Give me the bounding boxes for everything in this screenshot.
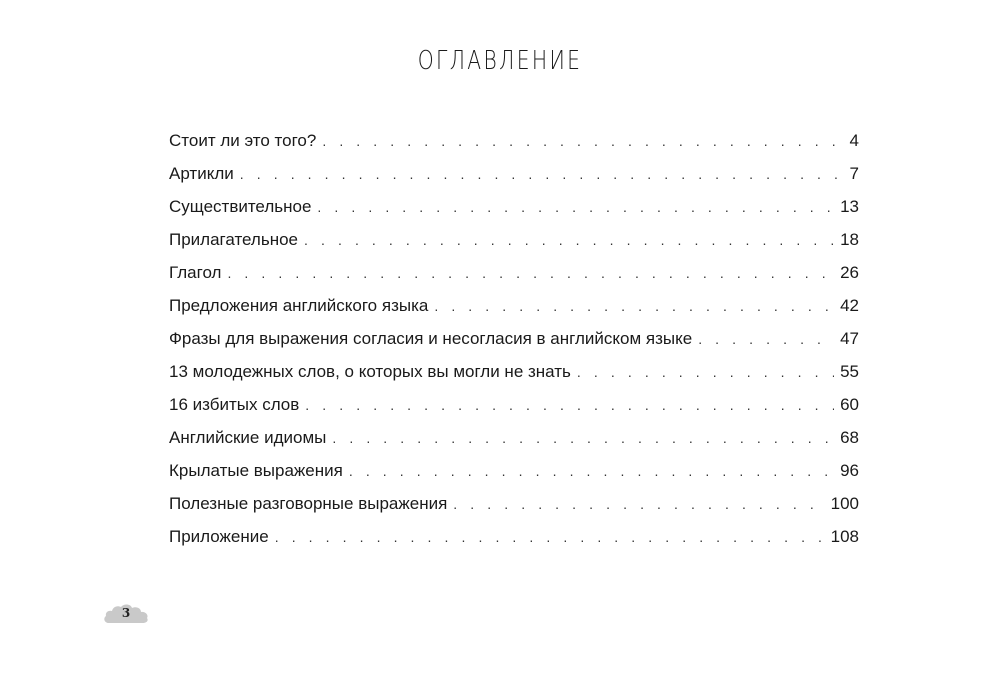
toc-leader-dots: [240, 158, 844, 191]
toc-entry-label: Существительное: [169, 197, 312, 216]
toc-entry-page: 100: [830, 494, 859, 513]
toc-leader-dots: [275, 521, 825, 554]
toc-entry[interactable]: [169, 157, 859, 190]
toc-entry-page: 18: [840, 230, 859, 249]
toc-leader-dots: [332, 422, 834, 455]
toc-entry-page: 60: [840, 395, 859, 414]
toc-entry[interactable]: [169, 487, 859, 520]
toc-entry-label: Крылатые выражения: [169, 461, 343, 480]
toc-entry-label: Глагол: [169, 263, 222, 282]
toc-entry-label: Прилагательное: [169, 230, 299, 249]
toc-entry-label: Английские идиомы: [169, 428, 327, 447]
toc-entry-page: 26: [840, 263, 859, 282]
toc-leader-dots: [434, 290, 834, 323]
toc-leader-dots: [227, 257, 834, 290]
toc-leader-dots: [349, 455, 834, 488]
toc-entry[interactable]: [169, 388, 859, 421]
toc-entry-page: 4: [849, 131, 859, 150]
toc-leader-dots: [453, 488, 824, 521]
toc-entry[interactable]: [169, 256, 859, 289]
toc-entry-page: 13: [840, 197, 859, 216]
toc-entry-page: 42: [840, 296, 859, 315]
toc-entry-label: Предложения английского языка: [169, 296, 429, 315]
toc-entry[interactable]: [169, 322, 859, 355]
toc-entry-page: 96: [840, 461, 859, 480]
toc-entry-label: Полезные разговорные выражения: [169, 494, 448, 513]
toc-entry[interactable]: [169, 454, 859, 487]
page-number-badge: [103, 603, 149, 625]
toc-entry-page: 55: [840, 362, 859, 381]
table-of-contents: [169, 124, 859, 553]
toc-entry[interactable]: [169, 289, 859, 322]
toc-entry[interactable]: [169, 421, 859, 454]
toc-leader-dots: [304, 224, 834, 257]
toc-entry[interactable]: [169, 124, 859, 157]
toc-entry-page: 47: [840, 329, 859, 348]
toc-entry-page: 7: [849, 164, 859, 183]
toc-entry-page: 108: [830, 527, 859, 546]
toc-entry-label: Фразы для выражения согласия и несогласия в английском языке: [169, 329, 693, 348]
page-number: 3: [121, 606, 131, 620]
toc-leader-dots: [305, 389, 834, 422]
toc-entry-label: Стоит ли это того?: [169, 131, 317, 150]
toc-entry[interactable]: [169, 520, 859, 553]
toc-leader-dots: [317, 191, 834, 224]
toc-entry[interactable]: [169, 223, 859, 256]
toc-leader-dots: [322, 125, 843, 158]
toc-entry[interactable]: [169, 355, 859, 388]
toc-entry-label: Артикли: [169, 164, 234, 183]
page-title: ОГЛАВЛЕНИЕ: [417, 46, 583, 76]
toc-entry-label: 16 избитых слов: [169, 395, 300, 414]
toc-entry[interactable]: [169, 190, 859, 223]
toc-leader-dots: [577, 356, 834, 389]
toc-entry-label: Приложение: [169, 527, 269, 546]
toc-entry-label: 13 молодежных слов, о которых вы могли не знать: [169, 362, 571, 381]
toc-leader-dots: [698, 323, 834, 356]
toc-entry-page: 68: [840, 428, 859, 447]
